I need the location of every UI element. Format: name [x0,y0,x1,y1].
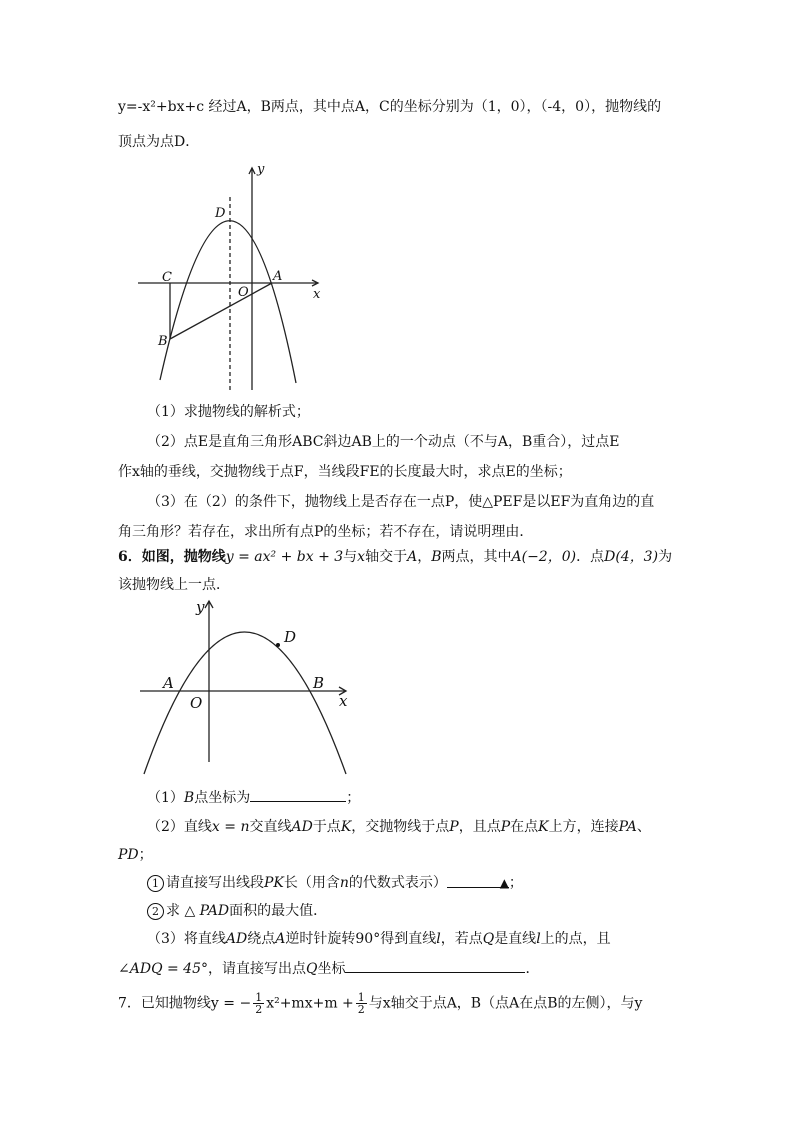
fig2-point-D [276,643,280,647]
fig1-label-D: D [215,206,226,221]
circled-number-2: 2 [147,903,164,920]
q6-statement-line-2: 该抛物线上一点． [118,577,230,593]
fig1-segment-BA [170,283,272,339]
fig2-label-x: x [339,692,348,710]
q6-subpart-1: 1 请直接写出线段PK长（用含n的代数式表示） ▲； [147,873,523,893]
fig1-label-A: A [273,269,283,284]
q5-part-2-line-2: 作x轴的垂线，交抛物线于点F，当线段FE的长度最大时，求点E的坐标； [118,464,572,480]
intro-line-2: 顶点为点D． [118,134,200,150]
fig1-label-B: B [158,334,168,349]
fig2-y-arrow [205,601,213,608]
q6-part-3-line-2: ∠ADQ = 45°，请直接写出点Q坐标 ． [118,958,539,979]
fig2-label-A: A [163,674,174,692]
q6-subpart-2: 2 求 △ PAD面积的最大值． [147,901,327,921]
q7-statement-line-1: 7．已知抛物线y = − $\frac{1}{2}$ x²+mx+m + $\frac{1}{2}$ 与x轴交于点A，B（点A在点B的左侧），与y [118,991,643,1016]
fig1-x-arrow [312,280,318,286]
intro-line-1: y=-x²+bx+c 经过A，B两点，其中点A，C的坐标分别为（1，0），（-4，0），抛物线的 [118,99,662,115]
q6-part-3-answer-blank[interactable] [345,958,525,973]
fig2-label-B: B [313,674,325,692]
fraction-one-half-a: $\frac{1}{2}$ [255,991,263,1016]
fig1-y-arrow [249,168,255,174]
fig2-parabola-curve [144,632,346,774]
fig2-label-D: D [284,628,297,646]
q5-part-2-line-1: （2）点E是直角三角形ABC斜边AB上的一个动点（不与A，B重合），过点E [147,434,620,450]
q5-part-1: （1）求抛物线的解析式； [147,404,310,420]
q6-subpart-1-answer-blank[interactable] [447,873,509,888]
q5-part-3-line-2: 角三角形？若存在，求出所有点P的坐标；若不存在，请说明理由． [118,524,534,540]
fig1-label-O: O [238,285,249,300]
fig1-label-C: C [162,270,172,285]
q6-part-3-line-1: （3）将直线AD绕点A逆时针旋转90°得到直线l，若点Q是直线l上的点，且 [147,931,611,947]
q6-part-2-line-2: PD； [118,847,153,863]
fig2-label-y: y [196,598,205,616]
fig2-label-O: O [190,694,203,712]
fig1-label-x: x [313,287,321,302]
fig1-parabola-curve [160,221,296,383]
q6-part-2-line-1: （2）直线x = n交直线AD于点K，交抛物线于点P，且点P在点K上方，连接PA、 [147,819,651,835]
q6-statement-line-1: 6．如图，抛物线y = ax² + bx + 3与x轴交于A，B两点，其中A(−2，0)．点D(4，3)为 [118,549,673,565]
q6-part-1: （1）B点坐标为 ； [147,787,360,808]
fig2-x-arrow [339,687,346,695]
fig1-label-y: y [257,162,265,177]
circled-number-1: 1 [147,875,164,892]
triangle-marker-icon: ▲ [499,876,509,890]
fraction-one-half-b: $\frac{1}{2}$ [357,991,365,1016]
q5-part-3-line-1: （3）在（2）的条件下，抛物线上是否存在一点P，使△PEF是以EF为直角边的直 [147,494,655,510]
q6-part-1-answer-blank[interactable] [250,787,346,802]
